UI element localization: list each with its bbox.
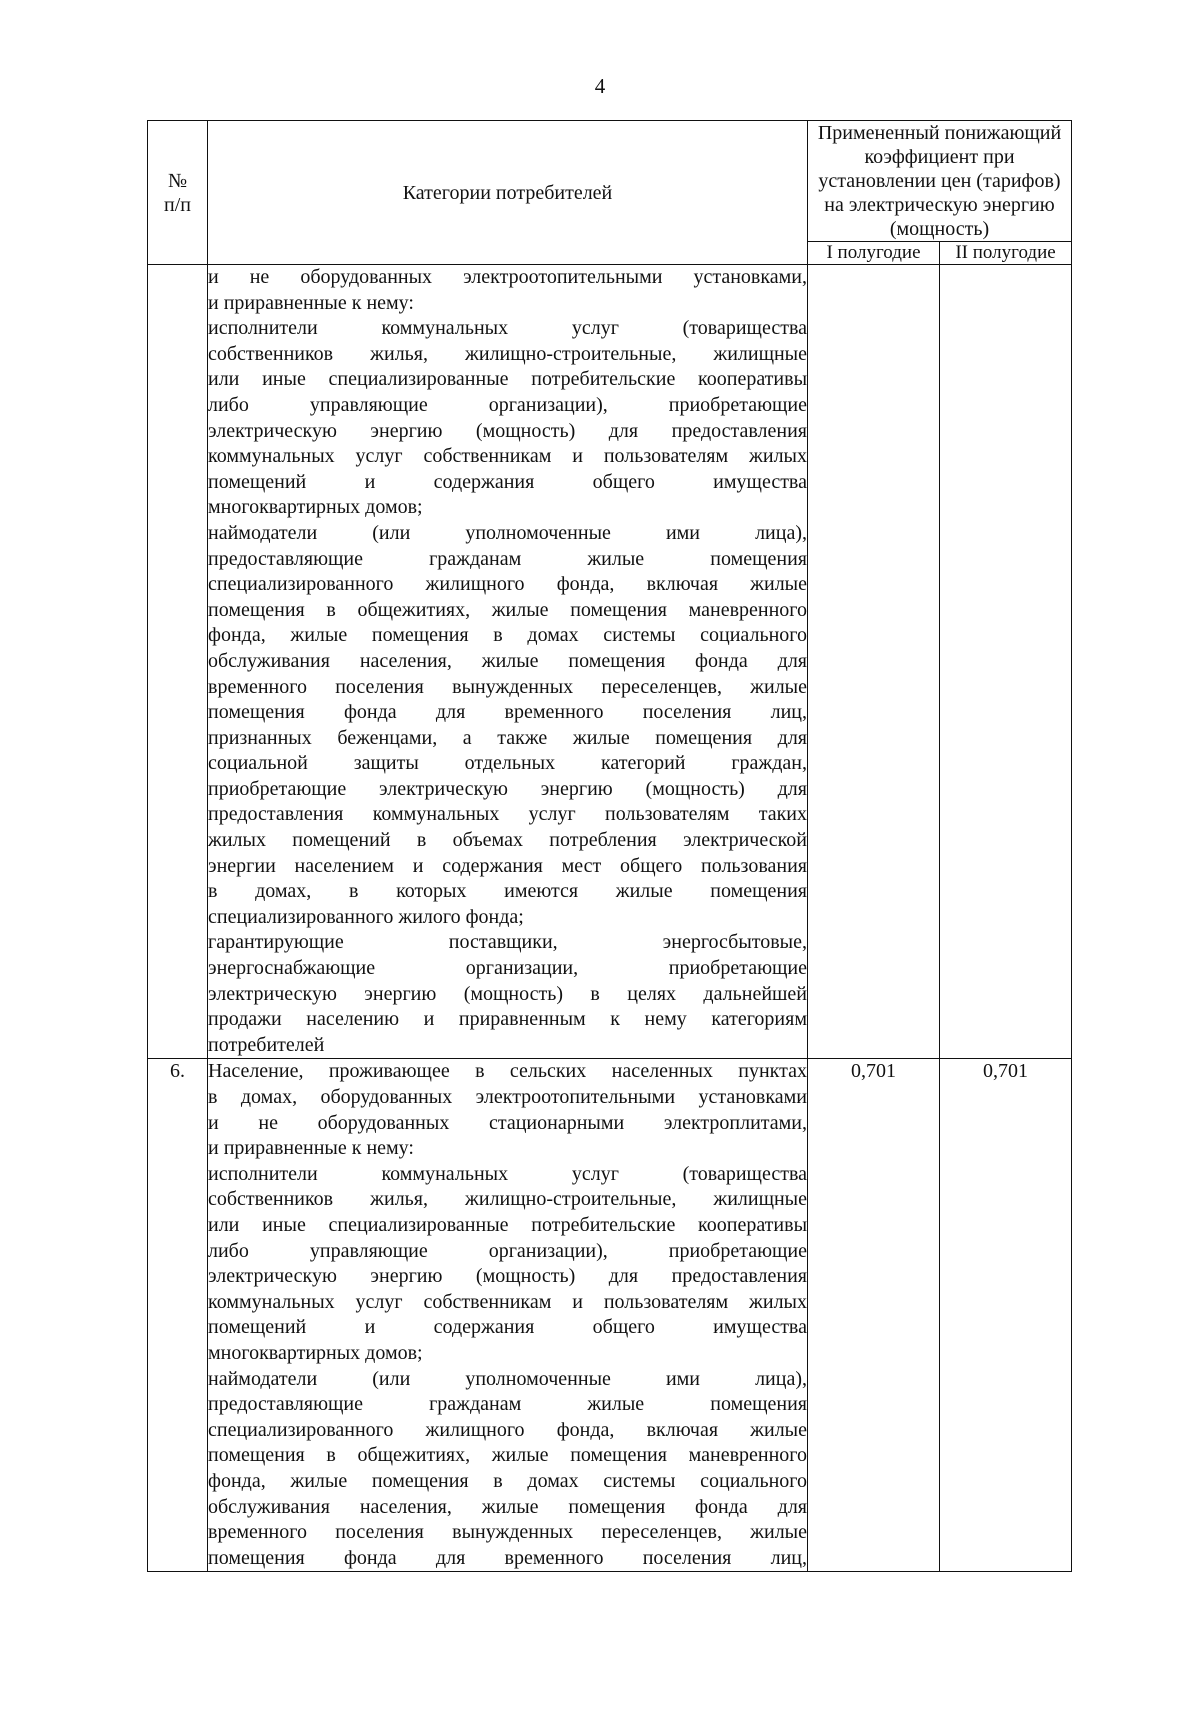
text-line: энергоснабжающие организации, приобретающие	[208, 957, 807, 980]
text-line: многоквартирных домов;	[208, 1341, 423, 1364]
text-line: фонда, жилые помещения в домах системы социального	[208, 1469, 807, 1492]
table-row	[148, 1059, 1072, 1572]
header-coefficient-line: (мощность)	[889, 218, 990, 240]
text-line: помещений и содержания общего имущества	[208, 470, 807, 493]
text-line: или иные специализированные потребительские кооперативы	[208, 368, 807, 391]
header-number-abbrev: п/п	[164, 193, 191, 216]
header-half1: I полугодие	[808, 242, 940, 265]
text-line: наймодатели (или уполномоченные ими лица),	[208, 521, 807, 544]
row-category-text	[208, 265, 808, 1059]
table-body	[148, 265, 1072, 1572]
text-line: потребителей	[208, 1033, 325, 1056]
text-line: обслуживания населения, жилые помещения фонда для	[208, 1495, 807, 1518]
text-line: многоквартирных домов;	[208, 496, 423, 519]
text-line: Население, проживающее в сельских населенных пунктах	[208, 1060, 807, 1083]
text-line: собственников жилья, жилищно-строительные, жилищные	[208, 342, 807, 365]
text-line: помещения в общежитиях, жилые помещения маневренного	[208, 598, 807, 621]
text-line: и приравненные к нему:	[208, 291, 414, 314]
text-line: специализированного жилого фонда;	[208, 905, 524, 928]
text-line: и приравненные к нему:	[208, 1137, 414, 1160]
header-coefficient-line: Примененный понижающий	[817, 122, 1062, 144]
row-number	[148, 265, 208, 1059]
text-line: в домах, в которых имеются жилые помещения	[208, 880, 807, 903]
text-line: исполнители коммунальных услуг (товарищества	[208, 317, 807, 340]
text-line: специализированного жилищного фонда, включая жилые	[208, 573, 807, 596]
text-line: и не оборудованных стационарными электроплитами,	[208, 1111, 807, 1134]
header-row	[148, 121, 1072, 242]
row-half1-value	[808, 265, 940, 1059]
text-line: фонда, жилые помещения в домах системы социального	[208, 624, 807, 647]
text-line: специализированного жилищного фонда, включая жилые	[208, 1418, 807, 1441]
header-coefficient-line: на электрическую энергию	[824, 194, 1055, 216]
text-line: продажи населению и приравненным к нему категориям	[208, 1008, 807, 1031]
text-line: признанных беженцами, а также жилые помещения для	[208, 726, 807, 749]
text-line: собственников жилья, жилищно-строительные, жилищные	[208, 1188, 807, 1211]
row-half2-value	[940, 265, 1072, 1059]
text-line: помещения фонда для временного поселения лиц,	[208, 1546, 807, 1569]
text-line: помещений и содержания общего имущества	[208, 1316, 807, 1339]
text-line: временного поселения вынужденных переселенцев, жилые	[208, 1521, 807, 1544]
text-line: или иные специализированные потребительские кооперативы	[208, 1213, 807, 1236]
row-category-text	[208, 1059, 808, 1572]
text-line: коммунальных услуг собственникам и пользователям жилых	[208, 445, 807, 468]
text-line: временного поселения вынужденных переселенцев, жилые	[208, 675, 807, 698]
row-half1-value: 0,701	[808, 1059, 940, 1572]
text-line: электрическую энергию (мощность) в целях дальнейшей	[208, 982, 807, 1005]
text-line: предоставляющие гражданам жилые помещения	[208, 547, 807, 570]
text-line: обслуживания населения, жилые помещения фонда для	[208, 649, 807, 672]
page-number: 4	[594, 74, 606, 98]
text-line: энергии населением и содержания мест общего пользования	[208, 854, 807, 877]
header-number-symbol: №	[167, 169, 188, 192]
text-line: коммунальных услуг собственникам и пользователям жилых	[208, 1290, 807, 1313]
tariff-coefficient-table	[147, 120, 1072, 1572]
text-line: исполнители коммунальных услуг (товарищества	[208, 1162, 807, 1185]
text-line: помещения фонда для временного поселения лиц,	[208, 701, 807, 724]
header-coefficient-line: установлении цен (тарифов)	[818, 170, 1061, 192]
text-line: приобретающие электрическую энергию (мощность) для	[208, 777, 807, 800]
header-number	[148, 121, 208, 265]
text-line: гарантирующие поставщики, энергосбытовые,	[208, 931, 807, 954]
text-line: социальной защиты отдельных категорий граждан,	[208, 752, 807, 775]
row-number: 6.	[148, 1059, 208, 1572]
text-line: электрическую энергию (мощность) для предоставления	[208, 1265, 807, 1288]
text-line: либо управляющие организации), приобретающие	[208, 1239, 807, 1262]
text-line: в домах, оборудованных электроотопительными установками	[208, 1086, 807, 1108]
table-row	[148, 265, 1072, 1059]
text-line: жилых помещений в объемах потребления электрической	[208, 829, 807, 852]
text-line: помещения в общежитиях, жилые помещения маневренного	[208, 1444, 807, 1467]
row-half2-value: 0,701	[940, 1059, 1072, 1572]
text-line: и не оборудованных электроотопительными установками,	[208, 266, 807, 288]
header-half2: II полугодие	[940, 242, 1072, 265]
header-coefficient-line: коэффициент при	[864, 146, 1015, 168]
text-line: предоставления коммунальных услуг пользователям таких	[208, 803, 807, 826]
header-category: Категории потребителей	[208, 121, 808, 265]
text-line: предоставляющие гражданам жилые помещения	[208, 1393, 807, 1416]
text-line: либо управляющие организации), приобретающие	[208, 393, 807, 416]
header-coefficient	[808, 121, 1072, 242]
text-line: наймодатели (или уполномоченные ими лица),	[208, 1367, 807, 1390]
text-line: электрическую энергию (мощность) для предоставления	[208, 419, 807, 442]
